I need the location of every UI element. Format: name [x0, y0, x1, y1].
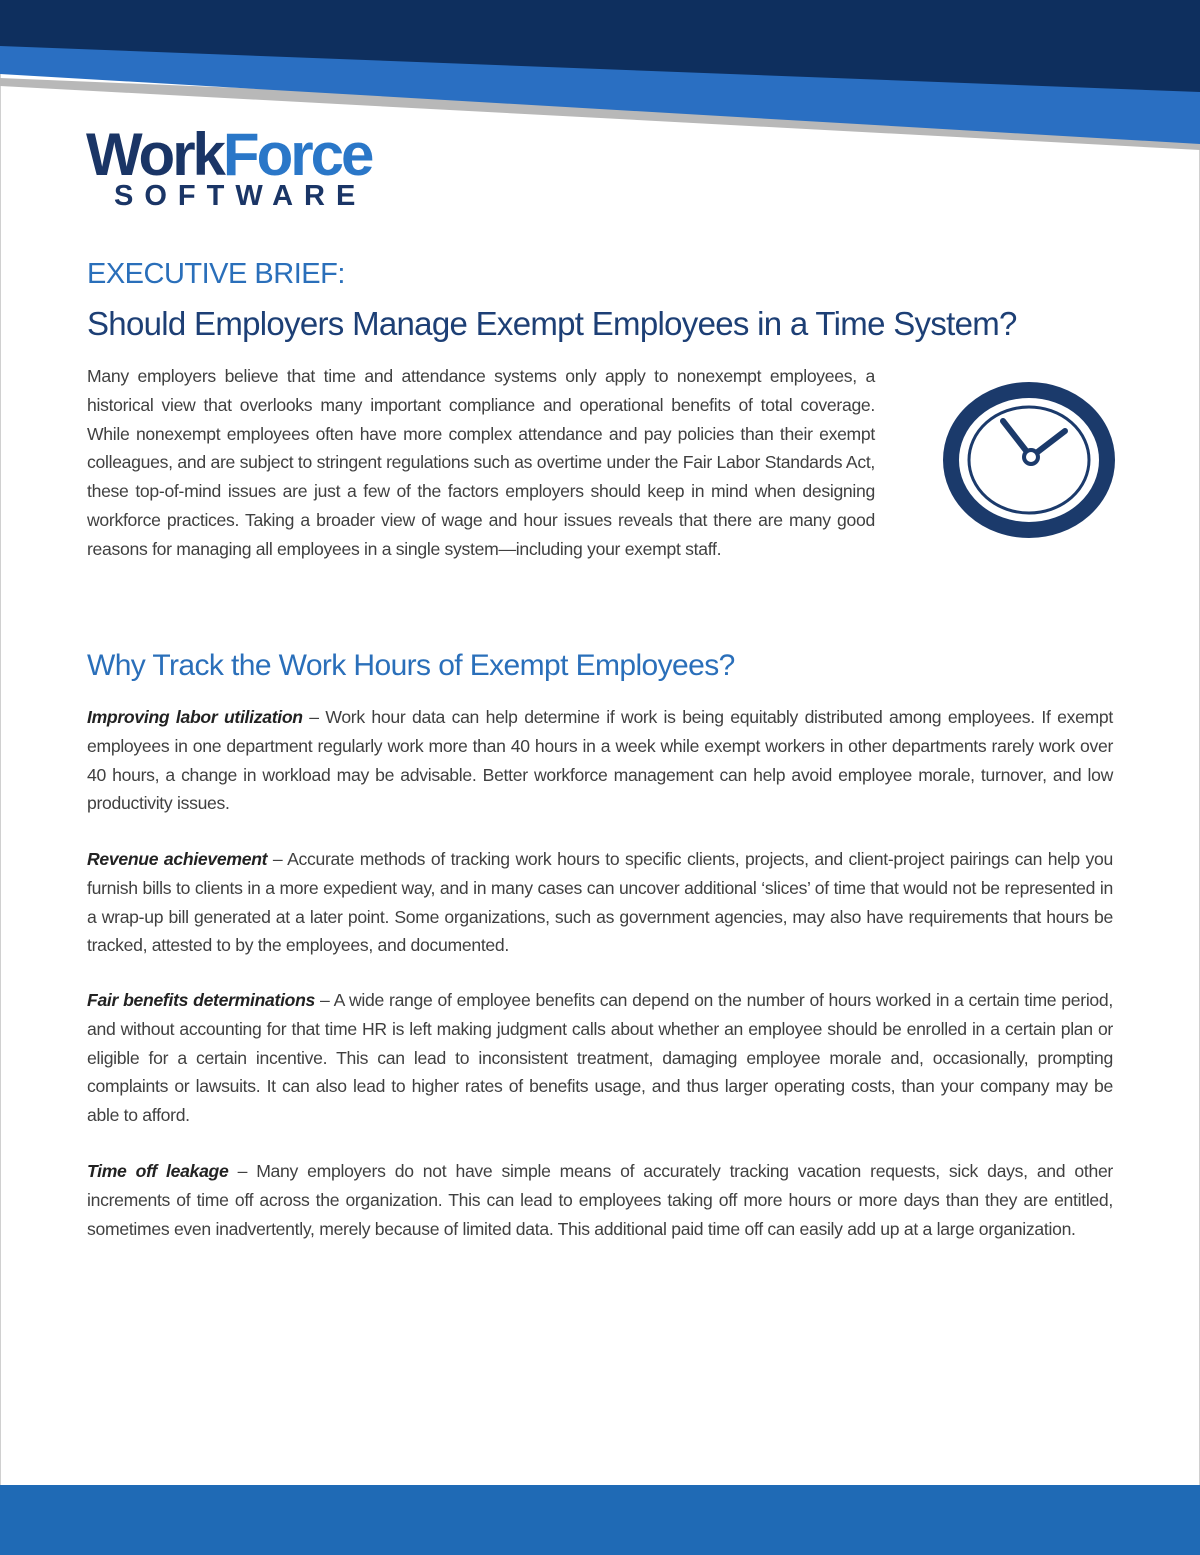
logo-word-work: Work — [86, 121, 223, 188]
paragraph-revenue-achievement — [87, 845, 1113, 960]
page-title: Should Employers Manage Exempt Employees in a Time System? — [87, 305, 1017, 342]
executive-brief-kicker: EXECUTIVE BRIEF: — [87, 258, 345, 290]
paragraph-term: Improving labor utilization — [87, 707, 303, 727]
left-page-edge — [0, 0, 1, 1555]
paragraph-fair-benefits — [87, 986, 1113, 1130]
intro-paragraph: Many employers believe that time and attendance systems only apply to nonexempt employees, a historical view that overlooks many important compliance and operational benefits of total coverage. While nonexempt employees often have more complex attendance and pay policies than their exempt colleagues, and are subject to stringent regulations such as overtime under the Fair Labor Standards Act, these top-of-mind issues are just a few of the factors employers should keep in mind when designing workforce practices. Taking a broader view of wage and hour issues reveals that there are many good reasons for managing all employees in a single system—including your exempt staff. — [87, 366, 875, 559]
logo-subtitle: SOFTWARE — [114, 180, 367, 212]
paragraph-text: – Work hour data can help determine if work is being equitably distributed among employees. If exempt employees in one department regularly work more than 40 hours in a week while exempt workers in other departments rarely work over 40 hours, a change in workload may be advisable. Better workforce management can help avoid employee morale, turnover, and low productivity issues. — [87, 707, 1113, 814]
workforce-software-logo — [86, 122, 406, 217]
paragraph-text: – Accurate methods of tracking work hours to specific clients, projects, and client-project pairings can help you furnish bills to clients in a more expedient way, and in many cases can uncover additional ‘slices’ of time that would not be represented in a wrap-up bill generated at a later point. Some organizations, such as government agencies, may also have requirements that hours be tracked, attested to by the employees, and documented. — [87, 849, 1113, 956]
logo-word-force: Force — [222, 121, 372, 188]
footer-banner — [0, 1485, 1200, 1555]
paragraph-term: Fair benefits determinations — [87, 990, 316, 1010]
clock-center — [1024, 450, 1038, 464]
paragraph-text: – A wide range of employee benefits can depend on the number of hours worked in a certain time period, and without accounting for that time HR is left making judgment calls about whether an employee should be enrolled in a certain plan or eligible for a certain incentive. This can lead to inconsistent treatment, damaging employee morale and, occasionally, prompting complaints or lawsuits. It can also lead to higher rates of benefits usage, and thus larger operating costs, than your company may be able to afford. — [87, 990, 1113, 1126]
paragraph-text: – Many employers do not have simple means of accurately tracking vacation requests, sick days, and other increments of time off across the organization. This can lead to employees taking off more hours or more days than they are entitled, sometimes even inadvertently, merely because of limited data. This additional paid time off can easily add up at a large organization. — [87, 1161, 1113, 1239]
clock-icon — [940, 381, 1118, 539]
section-heading: Why Track the Work Hours of Exempt Employees? — [87, 649, 735, 682]
paragraph-labor-utilization — [87, 703, 1113, 818]
paragraph-term: Time off leakage — [87, 1161, 229, 1181]
paragraph-time-off-leakage — [87, 1157, 1113, 1243]
paragraph-term: Revenue achievement — [87, 849, 268, 869]
